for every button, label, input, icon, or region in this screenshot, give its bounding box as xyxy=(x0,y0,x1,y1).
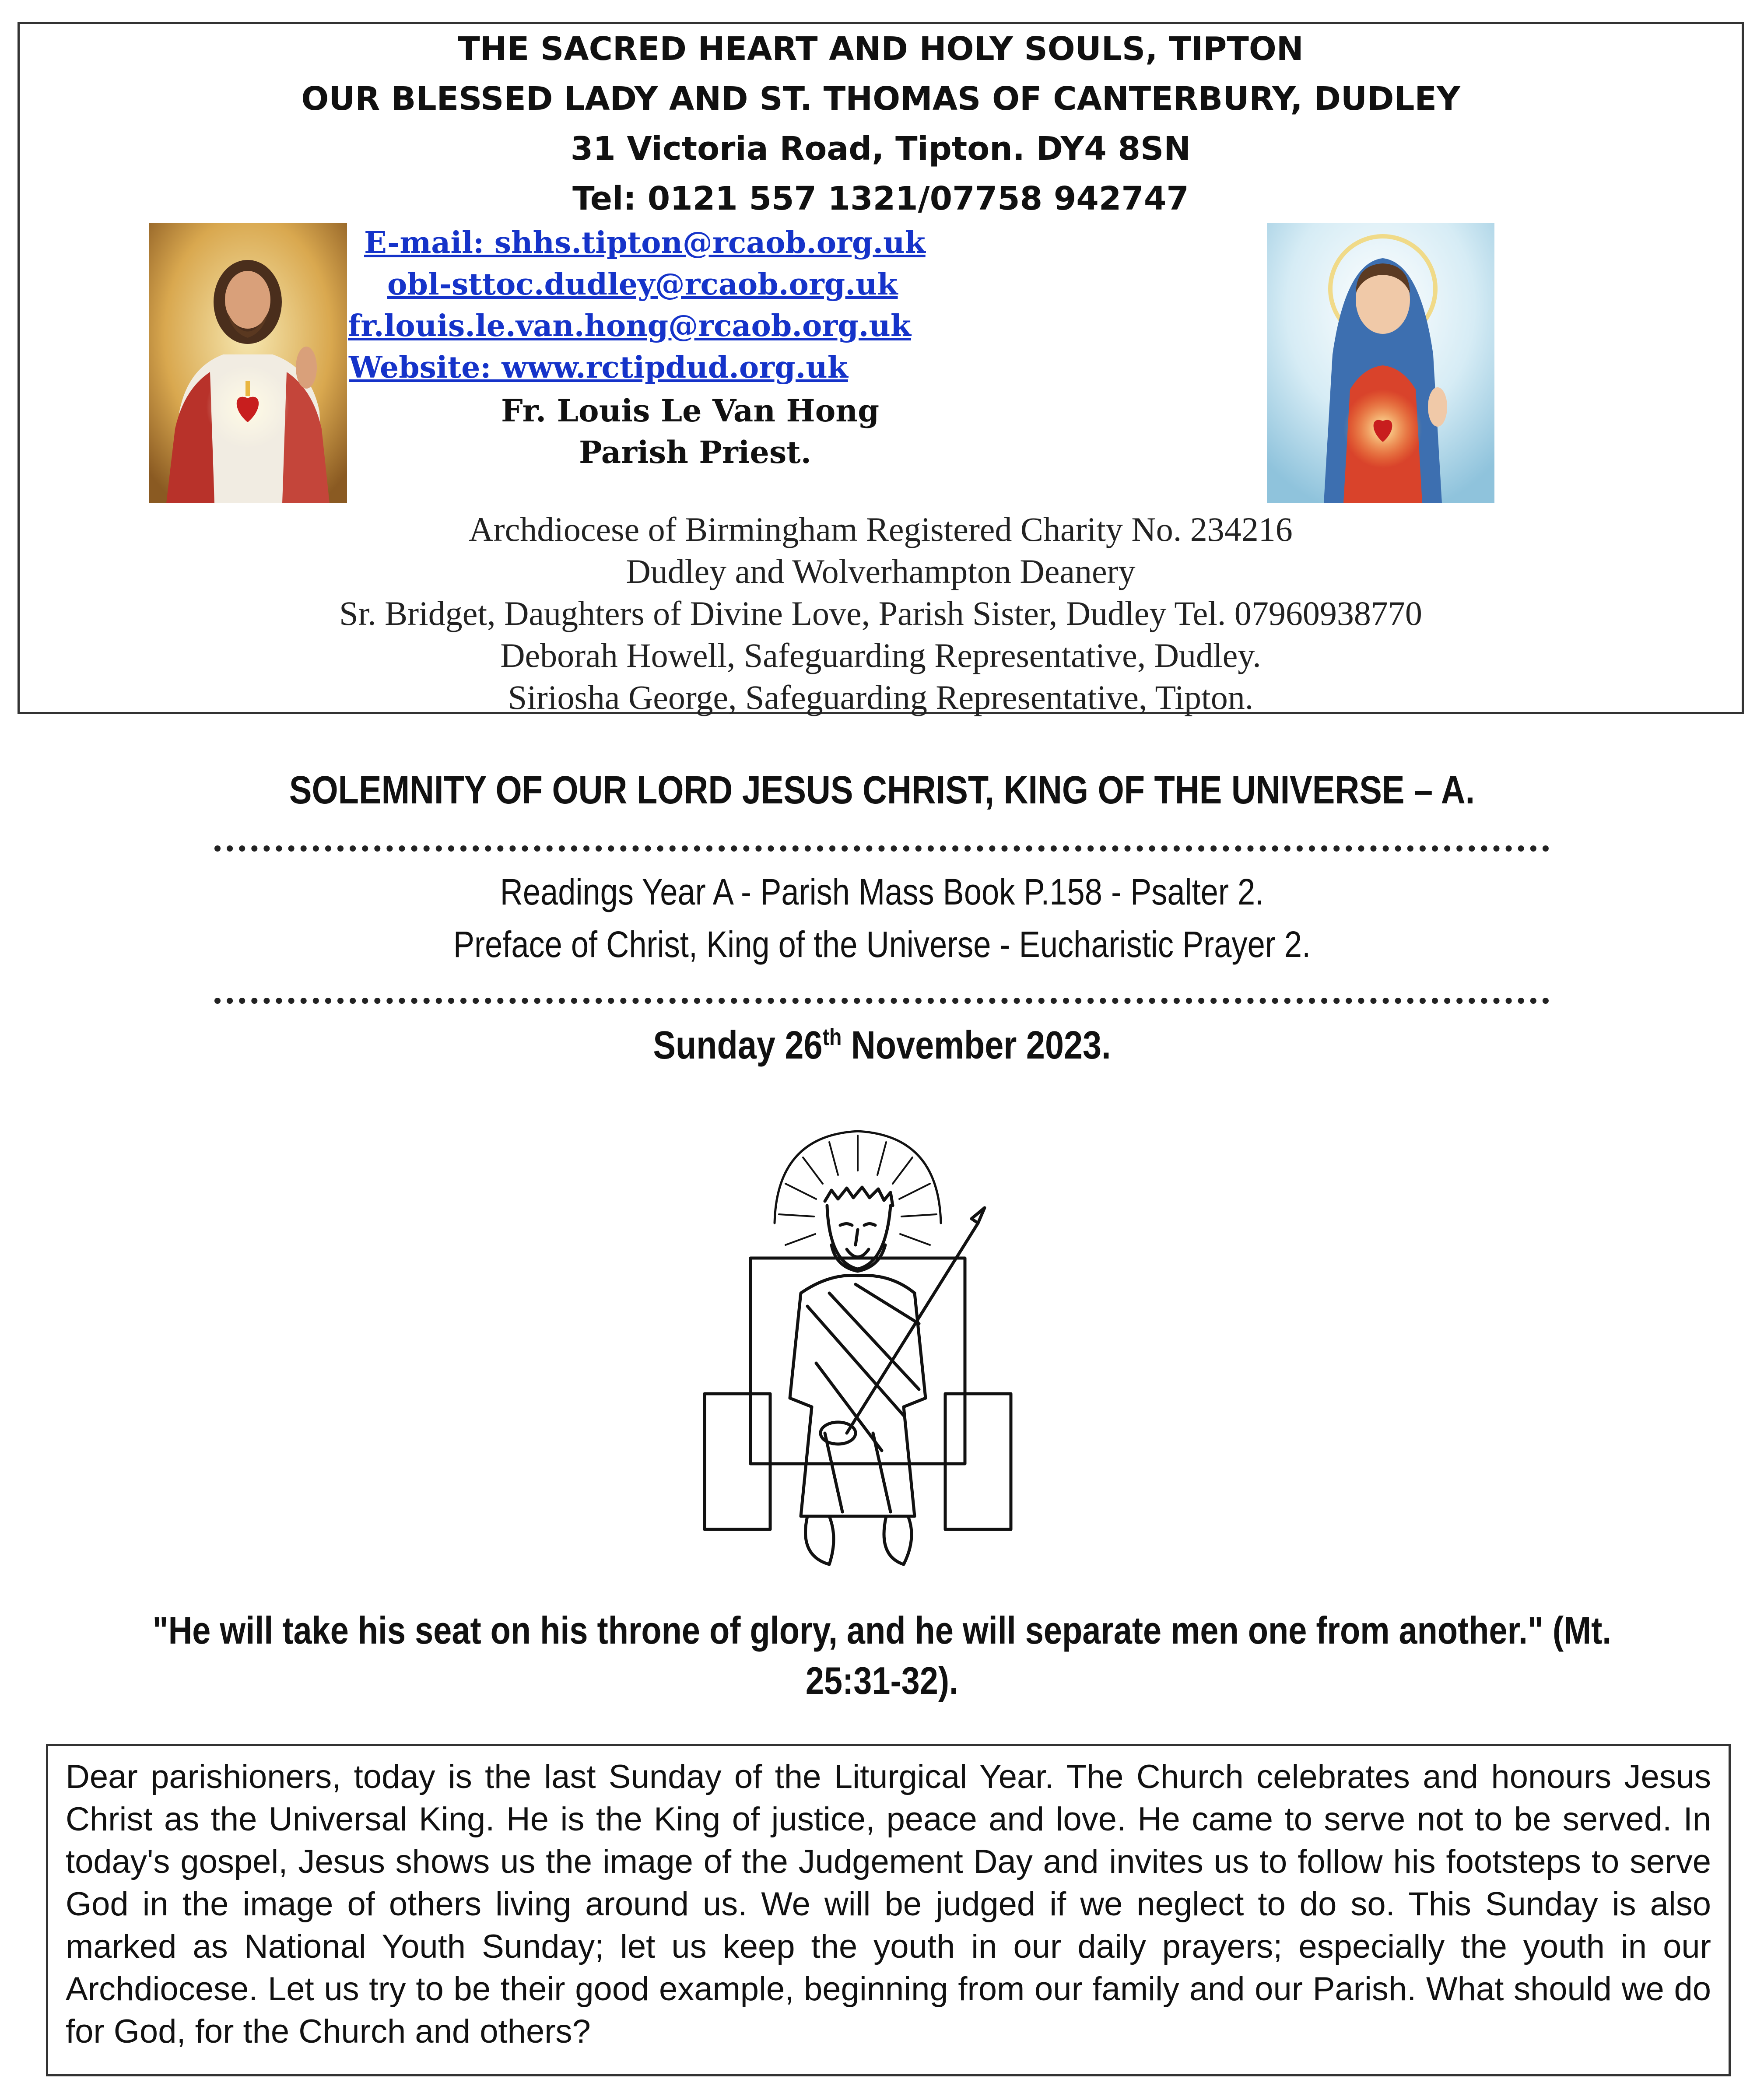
parish-telephone: Tel: 0121 557 1321/07758 942747 xyxy=(572,180,1189,217)
safeguarding-tipton: Siriosha George, Safeguarding Representative, Tipton. xyxy=(508,678,1254,716)
solemnity-title: SOLEMNITY OF OUR LORD JESUS CHRIST, KING OF THE UNIVERSE – A. xyxy=(289,768,1475,812)
dotted-divider xyxy=(214,998,1549,1004)
priest-name: Fr. Louis Le Van Hong xyxy=(501,393,880,429)
deanery: Dudley and Wolverhampton Deanery xyxy=(626,552,1136,590)
christ-the-king-enthroned-drawing xyxy=(698,1118,1017,1584)
parish-name-tipton: THE SACRED HEART AND HOLY SOULS, TIPTON xyxy=(458,30,1304,68)
dotted-divider xyxy=(214,845,1549,852)
date-heading xyxy=(123,1023,1641,1068)
scripture-quote-line-1: "He will take his seat on his throne of glory, and he will separate men one from another." (Mt. xyxy=(152,1609,1612,1652)
safeguarding-dudley: Deborah Howell, Safeguarding Representative, Dudley. xyxy=(500,636,1261,674)
sacred-heart-of-jesus-image xyxy=(149,223,347,503)
date-month-year: November 2023. xyxy=(842,1024,1111,1067)
parish-message-text: Dear parishioners, today is the last Sunday of the Liturgical Year. The Church celebrates and honours Jesus Christ as the Universal King. He is the King of justice, peace and love. He came to serve not to be served. In today's gospel, Jesus shows us the image of the Judgement Day and invites us to follow his footsteps to serve God in the image of others living around us. We will be judged if we neglect to do so. This Sunday is also marked as National Youth Sunday; let us keep the youth in our daily prayers; especially the youth in our Archdiocese. Let us try to be their good example, beginning from our family and our Parish. What should we do for God, for the Church and others? xyxy=(66,1758,1711,2050)
parish-sister: Sr. Bridget, Daughters of Divine Love, Parish Sister, Dudley Tel. 07960938770 xyxy=(339,594,1422,632)
email-priest-link[interactable]: fr.louis.le.van.hong@rcaob.org.uk xyxy=(348,309,911,344)
charity-registration: Archdiocese of Birmingham Registered Charity No. 234216 xyxy=(469,510,1293,548)
immaculate-heart-of-mary-image xyxy=(1267,223,1494,503)
email-dudley-link[interactable]: obl-sttoc.dudley@rcaob.org.uk xyxy=(387,267,898,302)
readings-info: Readings Year A - Parish Mass Book P.158 - Psalter 2. xyxy=(500,871,1264,912)
website-link[interactable]: Website: www.rctipdud.org.uk xyxy=(349,350,848,385)
email-tipton-link[interactable]: E-mail: shhs.tipton@rcaob.org.uk xyxy=(364,225,926,260)
header-box xyxy=(18,22,1744,714)
parish-message-box xyxy=(46,1744,1731,2076)
parish-address: 31 Victoria Road, Tipton. DY4 8SN xyxy=(570,130,1191,168)
preface-info: Preface of Christ, King of the Universe - Eucharistic Prayer 2. xyxy=(453,924,1311,965)
parish-name-dudley: OUR BLESSED LADY AND ST. THOMAS OF CANTERBURY, DUDLEY xyxy=(301,80,1460,118)
scripture-quote-line-2: 25:31-32). xyxy=(805,1659,959,1702)
date-suffix-sup: th xyxy=(822,1024,842,1050)
priest-role: Parish Priest. xyxy=(579,434,812,470)
date-prefix: Sunday 26 xyxy=(653,1024,823,1067)
